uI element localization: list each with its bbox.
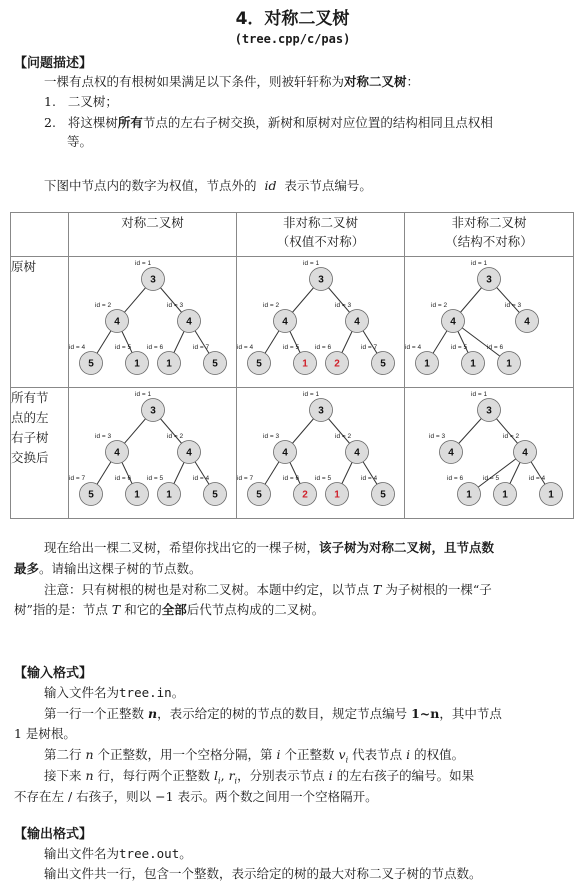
node-weight: 1 bbox=[506, 358, 512, 370]
node-id-label: id = 7 bbox=[237, 475, 254, 482]
input-heading: 【输入格式】 bbox=[14, 666, 93, 681]
node-id-label: id = 3 bbox=[429, 433, 446, 440]
row-label-original: 原树 bbox=[11, 257, 69, 388]
node-weight: 4 bbox=[522, 447, 528, 459]
node-id-label: id = 7 bbox=[69, 475, 86, 482]
node-weight: 5 bbox=[212, 489, 218, 501]
node-weight: 2 bbox=[302, 489, 308, 501]
node-id-label: id = 1 bbox=[471, 391, 488, 398]
node-weight: 4 bbox=[448, 447, 454, 459]
input-line-2-cont: 1 是树根。 bbox=[14, 726, 76, 741]
input-line-3: 第二行 n 个正整数，用一个空格分隔，第 i 个正整数 $v_i$ 代表节点 i 的权值。 bbox=[44, 747, 465, 765]
node-id-label: id = 1 bbox=[303, 260, 320, 267]
node-id-label: id = 6 bbox=[447, 475, 464, 482]
node-id-label: id = 5 bbox=[283, 344, 300, 351]
node-weight: 5 bbox=[380, 489, 386, 501]
note-paragraph: 注意：只有树根的树也是对称二叉树。本题中约定，以节点 T 为子树根的一棵“子 bbox=[44, 582, 492, 597]
node-weight: 4 bbox=[282, 447, 288, 459]
node-id-label: id = 6 bbox=[115, 475, 132, 482]
node-id-label: id = 4 bbox=[237, 344, 254, 351]
node-weight: 5 bbox=[212, 358, 218, 370]
node-id-label: id = 1 bbox=[135, 391, 152, 398]
node-weight: 3 bbox=[150, 274, 156, 286]
description-intro: 一棵有点权的有根树如果满足以下条件，则被轩轩称为对称二叉树： bbox=[44, 74, 420, 89]
problem-filenames: (tree.cpp/c/pas) bbox=[234, 32, 351, 46]
node-weight: 4 bbox=[114, 447, 120, 459]
header-asym-structure: 非对称二叉树 （结构不对称） bbox=[405, 213, 574, 257]
node-id-label: id = 2 bbox=[431, 302, 448, 309]
input-line-4: 接下来 n 行，每行两个正整数 $l_i$, $r_i$，分别表示节点 i 的左右孩子的编号。如果 bbox=[44, 768, 475, 786]
note-paragraph-cont: 树”指的是：节点 T 和它的全部后代节点构成的二叉树。 bbox=[14, 602, 325, 617]
node-weight: 1 bbox=[470, 358, 476, 370]
task-paragraph-cont: 最多。请输出这棵子树的节点数。 bbox=[14, 561, 202, 576]
tree-cell-2 bbox=[405, 257, 574, 388]
node-id-label: id = 7 bbox=[193, 344, 210, 351]
figure-note: 下图中节点内的数字为权值，节点外的 id 表示节点编号。 bbox=[44, 178, 372, 193]
problem-title: 4．对称二叉树 bbox=[235, 9, 350, 29]
tree-diagram bbox=[237, 388, 405, 519]
node-id-label: id = 4 bbox=[69, 344, 86, 351]
node-weight: 1 bbox=[134, 489, 140, 501]
node-weight: 5 bbox=[256, 358, 262, 370]
node-id-label: id = 7 bbox=[361, 344, 378, 351]
row-label-swapped: 所有节 点的左 右子树 交换后 bbox=[11, 388, 69, 519]
node-weight: 4 bbox=[524, 316, 530, 328]
node-id-label: id = 5 bbox=[115, 344, 132, 351]
node-weight: 4 bbox=[354, 316, 360, 328]
node-weight: 4 bbox=[186, 447, 192, 459]
node-id-label: id = 1 bbox=[303, 391, 320, 398]
node-id-label: id = 6 bbox=[315, 344, 332, 351]
node-weight: 1 bbox=[424, 358, 430, 370]
node-id-label: id = 3 bbox=[95, 433, 112, 440]
node-id-label: id = 2 bbox=[335, 433, 352, 440]
description-heading: 【问题描述】 bbox=[14, 56, 93, 71]
node-id-label: id = 2 bbox=[503, 433, 520, 440]
node-id-label: id = 6 bbox=[283, 475, 300, 482]
output-heading: 【输出格式】 bbox=[14, 827, 93, 842]
node-id-label: id = 4 bbox=[529, 475, 546, 482]
node-weight: 4 bbox=[282, 316, 288, 328]
node-weight: 1 bbox=[166, 489, 172, 501]
node-id-label: id = 2 bbox=[263, 302, 280, 309]
condition-item-2: 2. 将这棵树所有节点的左右子树交换，新树和原树对应位置的结构相同且点权相 bbox=[44, 115, 493, 130]
tree-diagram bbox=[405, 388, 574, 519]
tree-cell-4 bbox=[237, 388, 405, 519]
node-id-label: id = 5 bbox=[451, 344, 468, 351]
table-corner-cell bbox=[11, 213, 69, 257]
node-weight: 1 bbox=[334, 489, 340, 501]
node-weight: 5 bbox=[88, 358, 94, 370]
node-weight: 3 bbox=[486, 274, 492, 286]
node-id-label: id = 5 bbox=[147, 475, 164, 482]
node-id-label: id = 1 bbox=[135, 260, 152, 267]
tree-diagram bbox=[69, 257, 237, 388]
node-weight: 3 bbox=[486, 405, 492, 417]
node-weight: 1 bbox=[134, 358, 140, 370]
tree-diagram bbox=[69, 388, 237, 519]
node-id-label: id = 2 bbox=[167, 433, 184, 440]
header-symmetric: 对称二叉树 bbox=[69, 213, 237, 257]
node-weight: 1 bbox=[548, 489, 554, 501]
tree-diagram bbox=[237, 257, 405, 388]
node-id-label: id = 4 bbox=[361, 475, 378, 482]
input-line-2: 第一行一个正整数 n，表示给定的树的节点的数目，规定节点编号 1~n，其中节点 bbox=[44, 706, 502, 721]
node-weight: 3 bbox=[150, 405, 156, 417]
node-weight: 1 bbox=[302, 358, 308, 370]
node-id-label: id = 4 bbox=[193, 475, 210, 482]
node-weight: 1 bbox=[166, 358, 172, 370]
tree-diagram bbox=[405, 257, 574, 388]
condition-item-1: 1. 二叉树； bbox=[44, 94, 118, 109]
node-id-label: id = 3 bbox=[335, 302, 352, 309]
tree-cell-1 bbox=[237, 257, 405, 388]
tree-cell-3 bbox=[69, 388, 237, 519]
node-weight: 3 bbox=[318, 274, 324, 286]
node-weight: 1 bbox=[466, 489, 472, 501]
tree-cell-0 bbox=[69, 257, 237, 388]
input-line-1: 输入文件名为tree.in。 bbox=[44, 685, 185, 700]
node-id-label: id = 6 bbox=[147, 344, 164, 351]
node-id-label: id = 2 bbox=[95, 302, 112, 309]
node-weight: 3 bbox=[318, 405, 324, 417]
output-line-2: 输出文件共一行，包含一个整数，表示给定的树的最大对称二叉子树的节点数。 bbox=[44, 866, 482, 881]
node-id-label: id = 1 bbox=[471, 260, 488, 267]
node-id-label: id = 3 bbox=[263, 433, 280, 440]
node-id-label: id = 6 bbox=[487, 344, 504, 351]
node-weight: 4 bbox=[114, 316, 120, 328]
node-weight: 4 bbox=[354, 447, 360, 459]
node-weight: 5 bbox=[380, 358, 386, 370]
header-asym-weight: 非对称二叉树 （权值不对称） bbox=[237, 213, 405, 257]
node-weight: 1 bbox=[502, 489, 508, 501]
tree-examples-table bbox=[10, 212, 574, 519]
node-id-label: id = 3 bbox=[167, 302, 184, 309]
node-id-label: id = 3 bbox=[505, 302, 522, 309]
node-id-label: id = 5 bbox=[315, 475, 332, 482]
node-weight: 2 bbox=[334, 358, 340, 370]
task-paragraph: 现在给出一棵二叉树，希望你找出它的一棵子树，该子树为对称二叉树，且节点数 bbox=[44, 540, 495, 555]
node-weight: 5 bbox=[88, 489, 94, 501]
node-weight: 5 bbox=[256, 489, 262, 501]
output-line-1: 输出文件名为tree.out。 bbox=[44, 846, 192, 861]
node-weight: 4 bbox=[450, 316, 456, 328]
node-id-label: id = 4 bbox=[405, 344, 422, 351]
condition-item-2-cont: 等。 bbox=[67, 134, 93, 149]
tree-cell-5 bbox=[405, 388, 574, 519]
input-line-4-cont: 不存在左 / 右孩子，则以 −1 表示。两个数之间用一个空格隔开。 bbox=[14, 789, 378, 804]
node-id-label: id = 5 bbox=[483, 475, 500, 482]
node-weight: 4 bbox=[186, 316, 192, 328]
